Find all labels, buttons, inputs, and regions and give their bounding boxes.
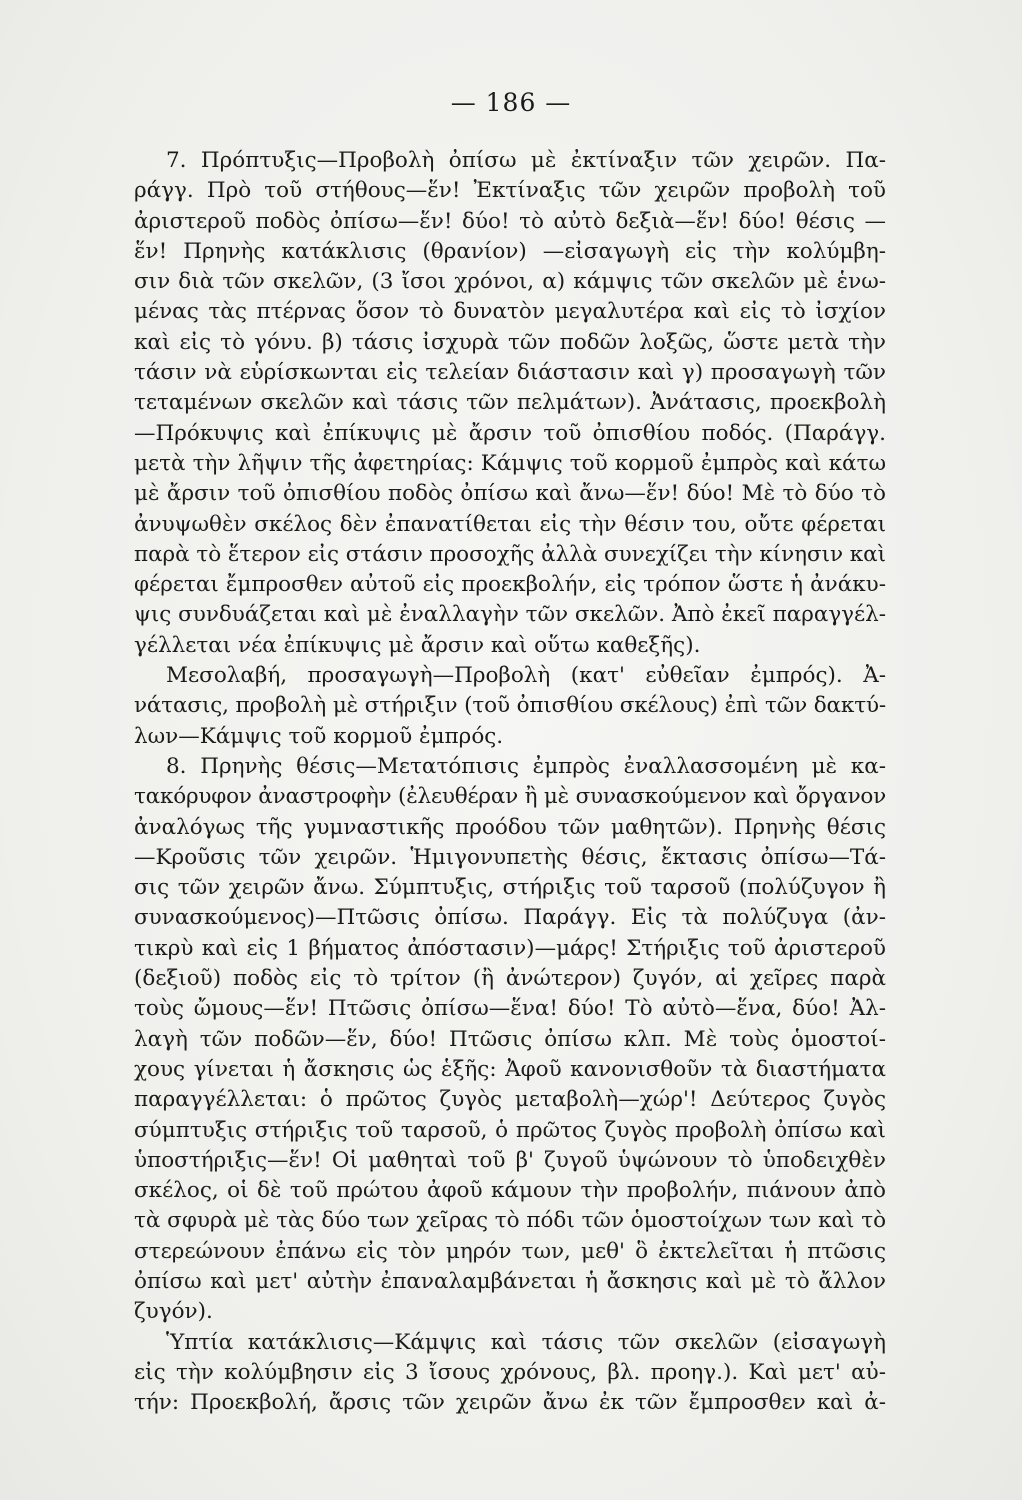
text-line: ἕν! Πρηνὴς κατάκλισις (θρανίον) —εἰσαγωγὴ εἰς τὴν κολύμβη- (134, 238, 886, 264)
text-line: σκέλος, οἱ δὲ τοῦ πρώτου ἀφοῦ κάμουν τὴν προβολήν, πιάνουν ἀπὸ (134, 1178, 886, 1204)
text-line: τὰ σφυρὰ μὲ τὰς δύο των χεῖρας τὸ πόδι τῶν ὁμοστοίχων των καὶ τὸ (134, 1208, 887, 1234)
text-line: τικρὺ καὶ εἰς 1 βήματος ἀπόστασιν)—μάρς! Στήριξις τοῦ ἀριστεροῦ (134, 935, 886, 961)
text-line: ἀνυψωθὲν σκέλος δὲν ἐπανατίθεται εἰς τὴν θέσιν του, οὔτε φέρεται (134, 511, 886, 537)
text-line: 7. Πρόπτυξις—Προβολὴ ὀπίσω μὲ ἐκτίναξιν τῶν χειρῶν. Πα- (166, 148, 886, 173)
text-line: παραγγέλλεται: ὁ πρῶτος ζυγὸς μεταβολὴ—χώρ'! Δεύτερος ζυγὸς (134, 1087, 886, 1113)
body-text (134, 146, 886, 1418)
text-line: ὀπίσω καὶ μετ' αὐτὴν ἐπαναλαμβάνεται ἡ ἄσκησις καὶ μὲ τὸ ἄλλον (134, 1268, 886, 1294)
text-line: φέρεται ἔμπροσθεν αὐτοῦ εἰς προεκβολήν, εἰς τρόπον ὥστε ἡ ἀνάκυ- (134, 572, 886, 598)
text-line: (δεξιοῦ) ποδὸς εἰς τὸ τρίτον (ἢ ἀνώτερον) ζυγόν, αἱ χεῖρες παρὰ (134, 966, 886, 992)
text-line: τακόρυφον ἀναστροφὴν (ἐλευθέραν ἢ μὲ συνασκούμενον καὶ ὄργανον (134, 784, 887, 810)
text-line: ράγγ. Πρὸ τοῦ στήθους—ἕν! Ἐκτίναξις τῶν χειρῶν προβολὴ τοῦ (134, 178, 886, 204)
text-line: ἀριστεροῦ ποδὸς ὀπίσω—ἕν! δύο! τὸ αὐτὸ δεξιὰ—ἕν! δύο! θέσις — (134, 208, 886, 234)
text-line: νάτασις, προβολὴ μὲ στήριξιν (τοῦ ὀπισθίου σκέλους) ἐπὶ τῶν δακτύ- (134, 693, 886, 719)
text-line: ψις συνδυάζεται καὶ μὲ ἐναλλαγὴν τῶν σκελῶν. Ἀπὸ ἐκεῖ παραγγέλ- (134, 602, 886, 628)
text-line: ζυγόν). (134, 1299, 213, 1325)
text-line: —Πρόκυψις καὶ ἐπίκυψις μὲ ἄρσιν τοῦ ὀπισθίου ποδός. (Παράγγ. (134, 420, 886, 446)
text-line: τεταμένων σκελῶν καὶ τάσις τῶν πελμάτων). Ἀνάτασις, προεκβολὴ (134, 390, 886, 416)
text-line: ἀναλόγως τῆς γυμναστικῆς προόδου τῶν μαθητῶν). Πρηνὴς θέσις (134, 814, 886, 840)
text-line: εἰς τὴν κολύμβησιν εἰς 3 ἴσους χρόνους, βλ. προηγ.). Καὶ μετ' αὐ- (134, 1359, 886, 1385)
text-line: μὲ ἄρσιν τοῦ ὀπισθίου ποδὸς ὀπίσω καὶ ἄνω—ἕν! δύο! Μὲ τὸ δύο τὸ (134, 481, 886, 507)
text-line: καὶ εἰς τὸ γόνυ. β) τάσις ἰσχυρὰ τῶν ποδῶν λοξῶς, ὥστε μετὰ τὴν (134, 329, 886, 355)
text-line: χους γίνεται ἡ ἄσκησις ὡς ἑξῆς: Ἀφοῦ κανονισθοῦν τὰ διαστήματα (134, 1056, 886, 1082)
text-line: μένας τὰς πτέρνας ὅσον τὸ δυνατὸν μεγαλυτέρα καὶ εἰς τὸ ἰσχίον (134, 299, 886, 325)
text-line: σις τῶν χειρῶν ἄνω. Σύμπτυξις, στήριξις τοῦ ταρσοῦ (πολύζυγον ἢ (134, 875, 886, 901)
text-line: στερεώνουν ἐπάνω εἰς τὸν μηρόν των, μεθ' ὃ ἐκτελεῖται ἡ πτῶσις (134, 1238, 886, 1264)
text-line: γέλλεται νέα ἐπίκυψις μὲ ἄρσιν καὶ οὕτω καθεξῆς). (134, 632, 701, 658)
text-line: λαγὴ τῶν ποδῶν—ἕν, δύο! Πτῶσις ὀπίσω κλπ. Μὲ τοὺς ὁμοστοί- (134, 1026, 886, 1052)
text-line: Μεσολαβή, προσαγωγὴ—Προβολὴ (κατ' εὐθεῖαν ἐμπρός). Ἀ- (166, 663, 886, 689)
text-line: τήν: Προεκβολή, ἄρσις τῶν χειρῶν ἄνω ἐκ τῶν ἔμπροσθεν καὶ ἀ- (134, 1390, 886, 1416)
text-line: μετὰ τὴν λῆψιν τῆς ἀφετηρίας: Κάμψις τοῦ κορμοῦ ἐμπρὸς καὶ κάτω (134, 450, 886, 476)
text-line: τάσιν νὰ εὑρίσκωνται εἰς τελείαν διάστασιν καὶ γ) προσαγωγὴ τῶν (134, 360, 886, 386)
text-line: 8. Πρηνὴς θέσις—Μετατόπισις ἐμπρὸς ἐναλλασσομένη μὲ κα- (166, 753, 886, 779)
text-line: Ὑπτία κατάκλισις—Κάμψις καὶ τάσις τῶν σκελῶν (εἰσαγωγὴ (166, 1329, 886, 1355)
text-line: ὑποστήριξις—ἕν! Οἱ μαθηταὶ τοῦ β' ζυγοῦ ὑψώνουν τὸ ὑποδειχθὲν (134, 1147, 886, 1173)
text-line: τοὺς ὤμους—ἕν! Πτῶσις ὀπίσω—ἕνα! δύο! Τὸ αὐτὸ—ἕνα, δύο! Ἀλ- (134, 996, 886, 1022)
text-line: σιν διὰ τῶν σκελῶν, (3 ἴσοι χρόνοι, α) κάμψις τῶν σκελῶν μὲ ἑνω- (134, 269, 886, 295)
text-line: συνασκούμενος)—Πτῶσις ὀπίσω. Παράγγ. Εἰς τὰ πολύζυγα (ἀν- (134, 905, 886, 931)
text-line: παρὰ τὸ ἕτερον εἰς στάσιν προσοχῆς ἀλλὰ συνεχίζει τὴν κίνησιν καὶ (134, 541, 887, 567)
page-number: — 186 — (450, 88, 572, 117)
text-line: —Κροῦσις τῶν χειρῶν. Ἡμιγονυπετὴς θέσις, ἔκτασις ὀπίσω—Τά- (134, 844, 886, 870)
text-line: λων—Κάμψις τοῦ κορμοῦ ἐμπρός. (134, 723, 504, 749)
text-line: σύμπτυξις στήριξις τοῦ ταρσοῦ, ὁ πρῶτος ζυγὸς προβολὴ ὀπίσω καὶ (134, 1117, 886, 1143)
